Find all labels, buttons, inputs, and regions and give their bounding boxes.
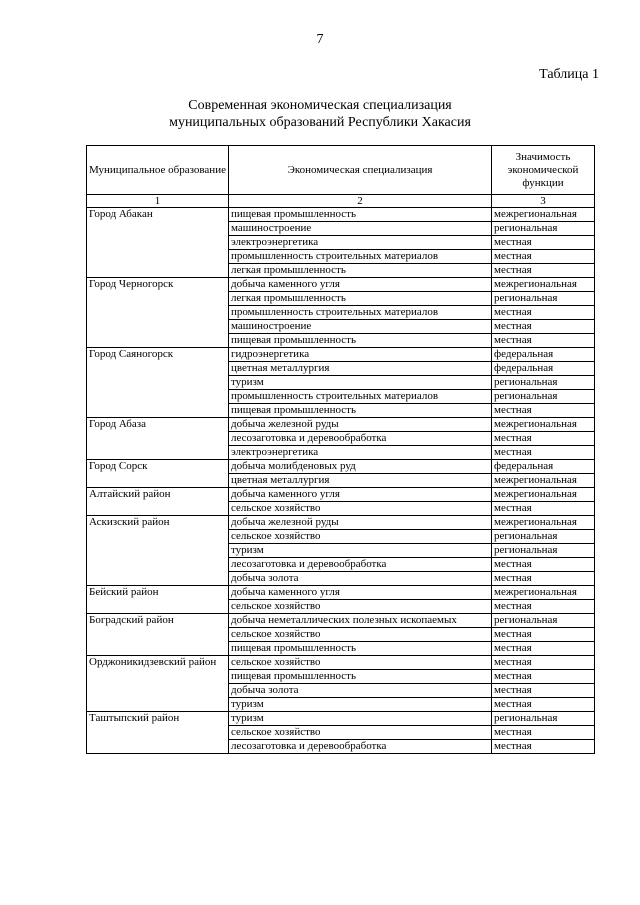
header-municipality: Муниципальное образование [87, 146, 229, 195]
significance-cell: региональная [492, 292, 595, 306]
significance-cell: местная [492, 726, 595, 740]
specialization-cell: машиностроение [229, 320, 492, 334]
table-row [87, 516, 595, 530]
specialization-cell: промышленность строительных материалов [229, 306, 492, 320]
significance-cell: федеральная [492, 362, 595, 376]
specialization-cell: легкая промышленность [229, 264, 492, 278]
specialization-cell: сельское хозяйство [229, 530, 492, 544]
column-number-1: 1 [87, 195, 229, 208]
specialization-cell: цветная металлургия [229, 362, 492, 376]
significance-cell: региональная [492, 376, 595, 390]
specialization-cell: гидроэнергетика [229, 348, 492, 362]
table-row [87, 278, 595, 292]
significance-cell: местная [492, 656, 595, 670]
significance-cell: местная [492, 698, 595, 712]
specialization-cell: добыча железной руды [229, 516, 492, 530]
significance-cell: местная [492, 558, 595, 572]
specialization-cell: пищевая промышленность [229, 642, 492, 656]
specialization-cell: туризм [229, 544, 492, 558]
specialization-cell: лесозаготовка и деревообработка [229, 558, 492, 572]
column-number-3: 3 [492, 195, 595, 208]
significance-cell: местная [492, 404, 595, 418]
significance-cell: региональная [492, 222, 595, 236]
header-significance: Значимость экономической функции [492, 146, 595, 195]
municipality-cell: Боградский район [87, 614, 229, 656]
specialization-cell: цветная металлургия [229, 474, 492, 488]
municipality-cell: Город Саяногорск [87, 348, 229, 418]
municipality-cell: Орджоникидзевский район [87, 656, 229, 712]
significance-cell: местная [492, 572, 595, 586]
specialization-cell: промышленность строительных материалов [229, 390, 492, 404]
significance-cell: местная [492, 264, 595, 278]
significance-cell: местная [492, 306, 595, 320]
municipality-cell: Алтайский район [87, 488, 229, 516]
table-body [87, 208, 595, 754]
specialization-cell: добыча каменного угля [229, 488, 492, 502]
table-row [87, 460, 595, 474]
specialization-cell: пищевая промышленность [229, 670, 492, 684]
specialization-cell: добыча неметаллических полезных ископаемых [229, 614, 492, 628]
significance-cell: федеральная [492, 348, 595, 362]
significance-cell: региональная [492, 530, 595, 544]
column-number-2: 2 [229, 195, 492, 208]
municipality-cell: Город Абаза [87, 418, 229, 460]
significance-cell: местная [492, 502, 595, 516]
significance-cell: межрегиональная [492, 278, 595, 292]
significance-cell: местная [492, 670, 595, 684]
specialization-cell: промышленность строительных материалов [229, 250, 492, 264]
significance-cell: межрегиональная [492, 474, 595, 488]
table-row [87, 208, 595, 222]
significance-cell: местная [492, 600, 595, 614]
significance-cell: местная [492, 740, 595, 754]
table-row [87, 488, 595, 502]
specialization-cell: пищевая промышленность [229, 334, 492, 348]
document-title [0, 97, 640, 131]
specialization-cell: электроэнергетика [229, 446, 492, 460]
significance-cell: местная [492, 684, 595, 698]
municipality-cell: Таштыпский район [87, 712, 229, 754]
specialization-cell: сельское хозяйство [229, 656, 492, 670]
table-row [87, 418, 595, 432]
table-row [87, 656, 595, 670]
specialization-cell: электроэнергетика [229, 236, 492, 250]
municipality-cell: Аскизский район [87, 516, 229, 586]
table-row [87, 586, 595, 600]
specialization-cell: сельское хозяйство [229, 726, 492, 740]
significance-cell: межрегиональная [492, 208, 595, 222]
significance-cell: местная [492, 628, 595, 642]
specialization-cell: пищевая промышленность [229, 404, 492, 418]
significance-cell: региональная [492, 712, 595, 726]
table-row [87, 348, 595, 362]
significance-cell: местная [492, 334, 595, 348]
municipality-cell: Бейский район [87, 586, 229, 614]
page-number: 7 [316, 32, 324, 47]
municipality-cell: Город Сорск [87, 460, 229, 488]
specialization-cell: добыча каменного угля [229, 586, 492, 600]
specialization-cell: добыча молибденовых руд [229, 460, 492, 474]
table-row [87, 712, 595, 726]
significance-cell: межрегиональная [492, 516, 595, 530]
specialization-cell: добыча каменного угля [229, 278, 492, 292]
specialization-cell: добыча золота [229, 684, 492, 698]
specialization-cell: сельское хозяйство [229, 628, 492, 642]
significance-cell: федеральная [492, 460, 595, 474]
table-caption: Таблица 1 [539, 67, 599, 82]
significance-cell: региональная [492, 614, 595, 628]
header-specialization: Экономическая специализация [229, 146, 492, 195]
specialization-cell: легкая промышленность [229, 292, 492, 306]
significance-cell: местная [492, 250, 595, 264]
specialization-cell: туризм [229, 376, 492, 390]
significance-cell: региональная [492, 390, 595, 404]
significance-cell: региональная [492, 544, 595, 558]
significance-cell: местная [492, 320, 595, 334]
significance-cell: местная [492, 236, 595, 250]
specialization-cell: лесозаготовка и деревообработка [229, 740, 492, 754]
significance-cell: местная [492, 446, 595, 460]
significance-cell: межрегиональная [492, 586, 595, 600]
municipality-cell: Город Черногорск [87, 278, 229, 348]
specialization-cell: сельское хозяйство [229, 600, 492, 614]
title-line-2: муниципальных образований Республики Хакасия [169, 115, 471, 130]
specialization-cell: добыча железной руды [229, 418, 492, 432]
municipality-cell: Город Абакан [87, 208, 229, 278]
specialization-cell: машиностроение [229, 222, 492, 236]
title-line-1: Современная экономическая специализация [188, 98, 452, 113]
significance-cell: местная [492, 432, 595, 446]
specialization-cell: пищевая промышленность [229, 208, 492, 222]
specialization-cell: добыча золота [229, 572, 492, 586]
specialization-table [86, 145, 595, 754]
specialization-cell: сельское хозяйство [229, 502, 492, 516]
significance-cell: межрегиональная [492, 488, 595, 502]
specialization-cell: лесозаготовка и деревообработка [229, 432, 492, 446]
table-row [87, 614, 595, 628]
specialization-cell: туризм [229, 698, 492, 712]
significance-cell: межрегиональная [492, 418, 595, 432]
specialization-cell: туризм [229, 712, 492, 726]
significance-cell: местная [492, 642, 595, 656]
